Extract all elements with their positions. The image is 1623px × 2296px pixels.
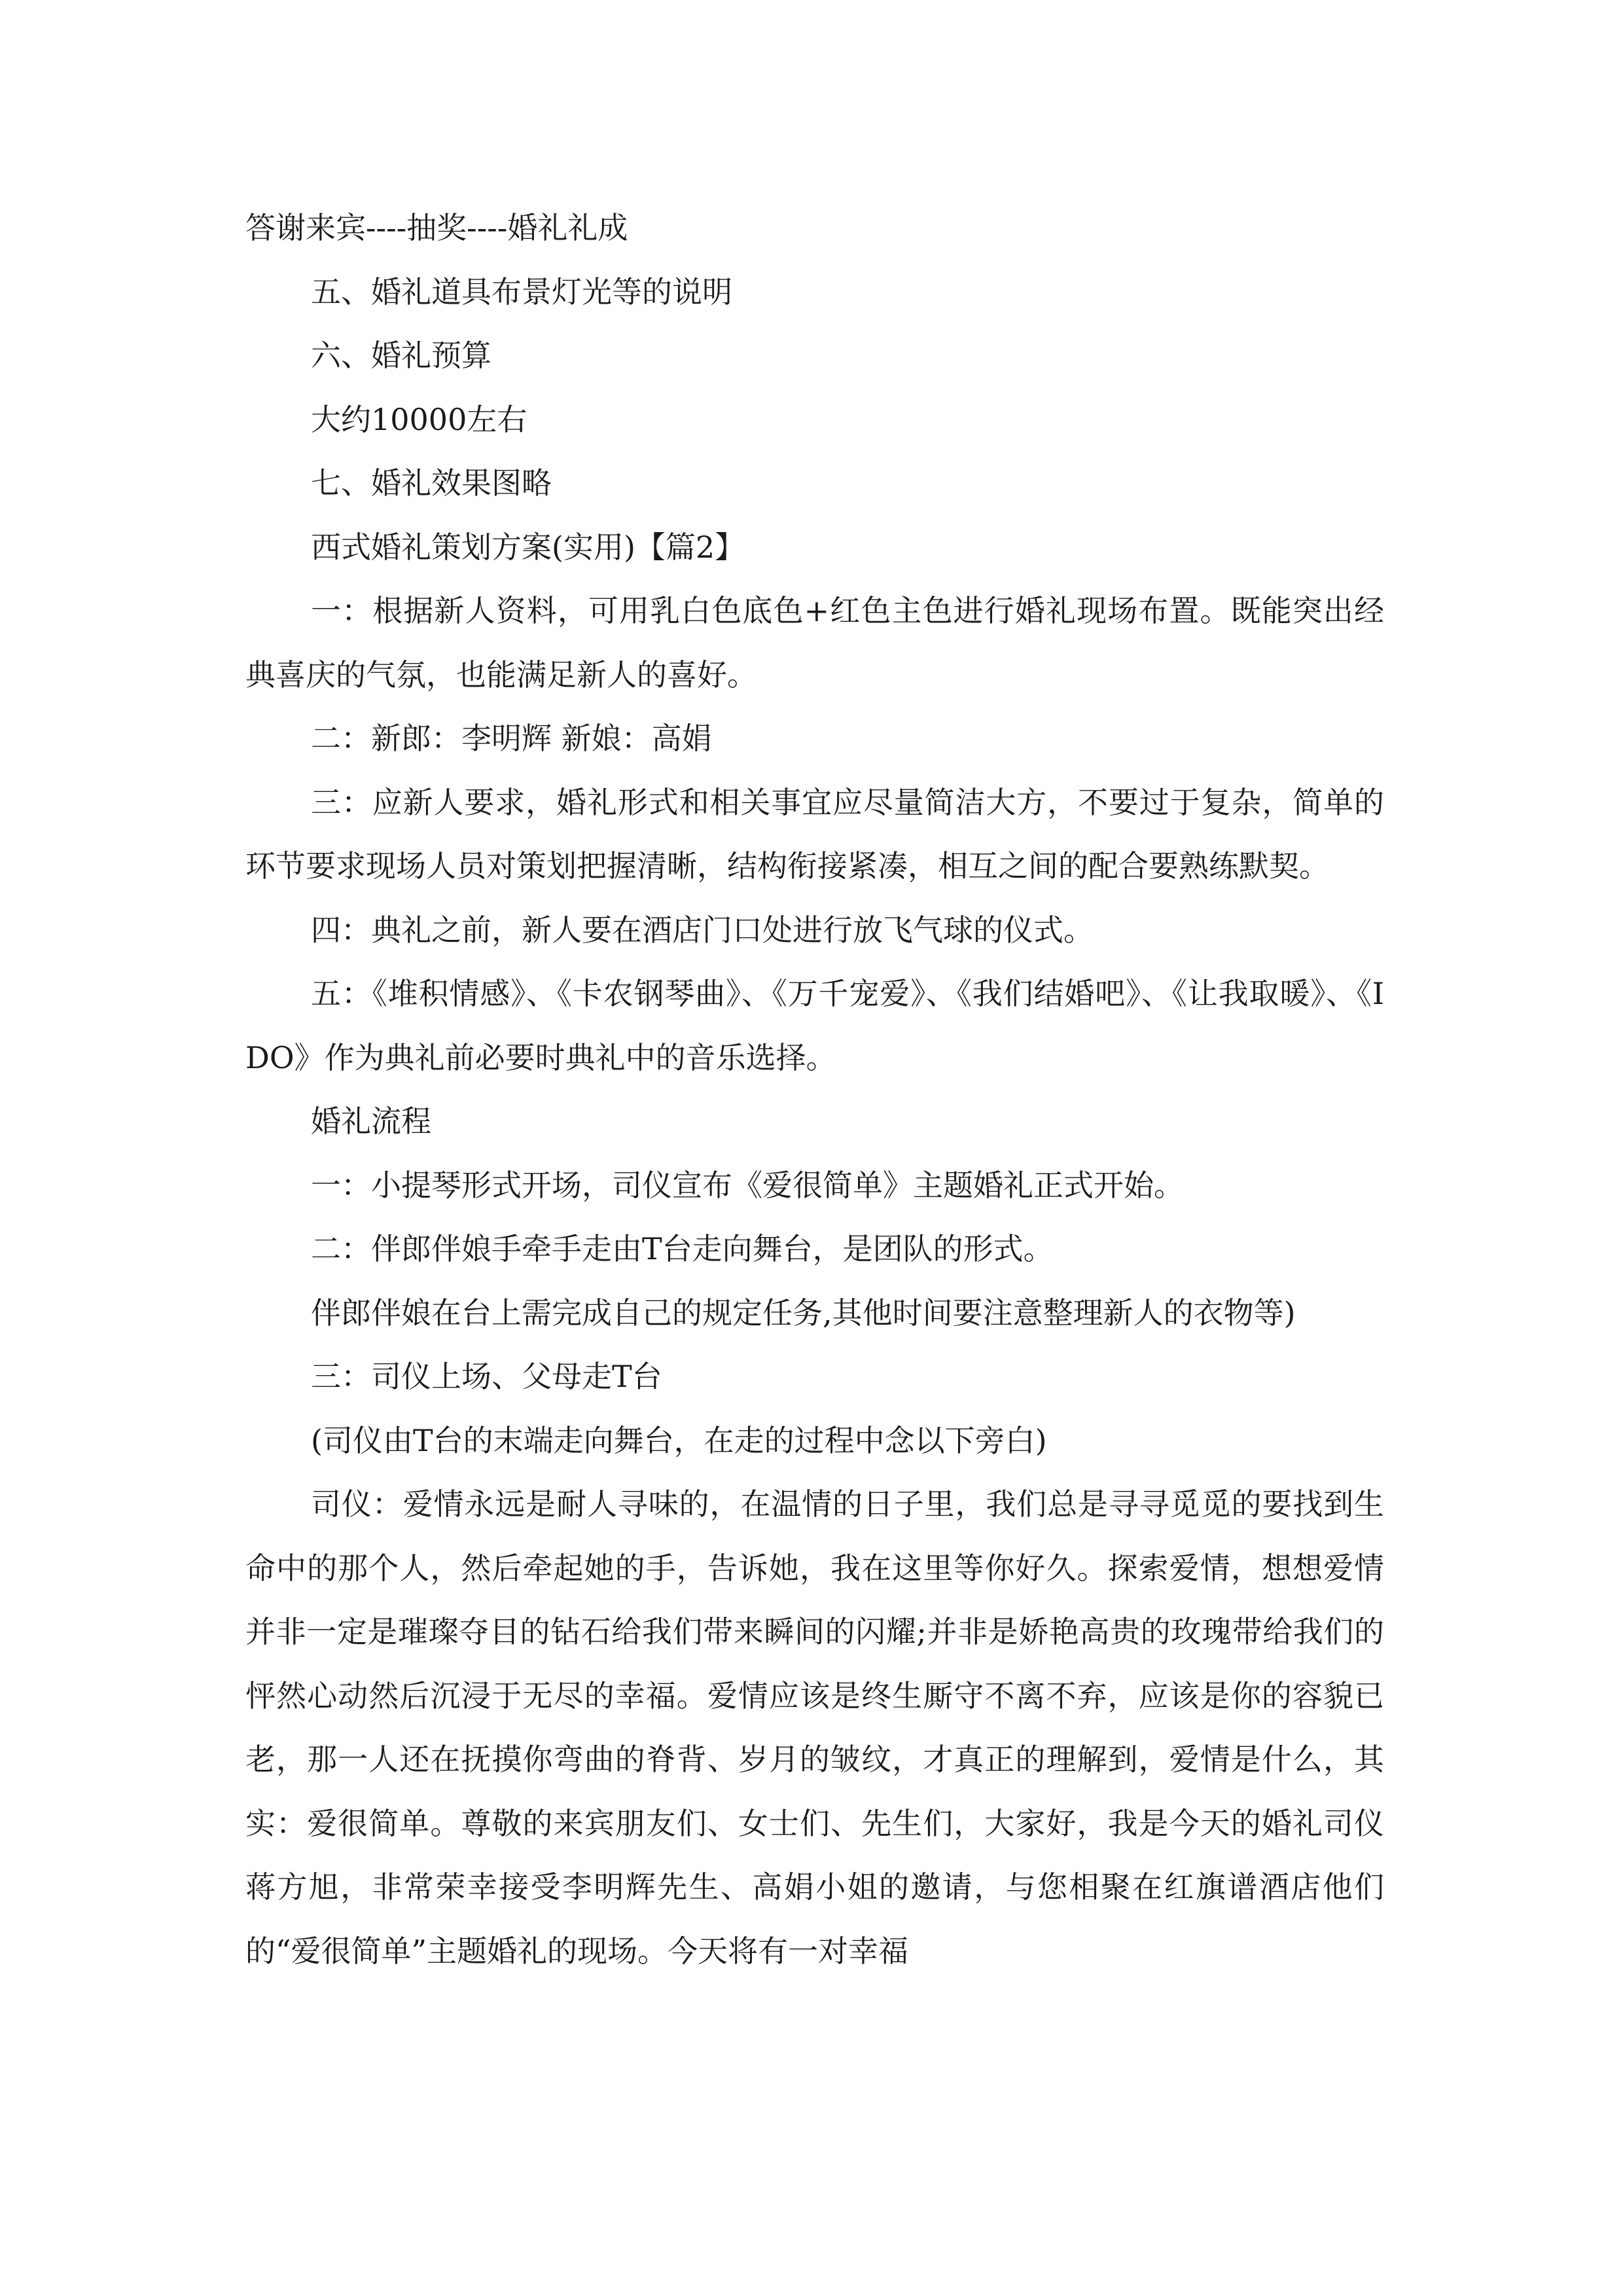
paragraph-step-one: 一：小提琴形式开场，司仪宣布《爱很简单》主题婚礼正式开始。 <box>311 1167 1184 1203</box>
paragraph-step-two: 二：伴郎伴娘手牵手走由T台走向舞台，是团队的形式。 <box>311 1231 1054 1266</box>
document-body <box>245 196 1384 1983</box>
paragraph-section-seven-effect: 七、婚礼效果图略 <box>311 465 552 501</box>
paragraph-step-three: 三：司仪上场、父母走T台 <box>311 1359 662 1394</box>
section-heading-wedding-process: 婚礼流程 <box>311 1103 431 1139</box>
paragraph-color-scheme: 一：根据新人资料，可用乳白色底色+红色主色进行婚礼现场布置。既能突出经典喜庆的气氛，也能满足新人的喜好。 <box>245 593 1384 692</box>
paragraph-couple-names: 二：新郎：李明辉 新娘：高娟 <box>311 721 712 756</box>
paragraph-step-three-note: (司仪由T台的末端走向舞台，在走的过程中念以下旁白) <box>311 1422 1047 1458</box>
paragraph-section-six-budget: 六、婚礼预算 <box>311 338 491 373</box>
paragraph-balloon-ceremony: 四：典礼之前，新人要在酒店门口处进行放飞气球的仪式。 <box>311 912 1094 948</box>
paragraph-budget-amount: 大约10000左右 <box>311 401 527 437</box>
paragraph-requirements: 三：应新人要求，婚礼形式和相关事宜应尽量简洁大方，不要过于复杂，简单的环节要求现场人员对策划把握清晰，结构衔接紧凑，相互之间的配合要熟练默契。 <box>245 784 1384 884</box>
paragraph-section-five-props: 五、婚礼道具布景灯光等的说明 <box>311 274 732 310</box>
paragraph-thanks-guests: 答谢来宾----抽奖----婚礼礼成 <box>245 210 628 245</box>
paragraph-music-selection: 五：《堆积情感》、《卡农钢琴曲》、《万千宠爱》、《我们结婚吧》、《让我取暖》、《I DO》作为典礼前必要时典礼中的音乐选择。 <box>245 976 1384 1075</box>
paragraph-host-speech: 司仪：爱情永远是耐人寻味的，在温情的日子里，我们总是寻寻觅觅的要找到生命中的那个人，然后牵起她的手，告诉她，我在这里等你好久。探索爱情，想想爱情并非一定是璀璨夺目的钻石给我们带来瞬间的闪耀;并非是娇艳高贵的玫瑰带给我们的怦然心动然后沉浸于无尽的幸福。爱情应该是终生厮守不离不弃，应该是你的容貌已老，那一人还在抚摸你弯曲的脊背、岁月的皱纹，才真正的理解到，爱情是什么，其实：爱很简单。尊敬的来宾朋友们、女士们、先生们，大家好，我是今天的婚礼司仪蒋方旭，非常荣幸接受李明辉先生、高娟小姐的邀请，与您相聚在红旗谱酒店他们的“爱很简单”主题婚礼的现场。今天将有一对幸福 <box>245 1486 1384 1969</box>
paragraph-step-two-note: 伴郎伴娘在台上需完成自己的规定任务,其他时间要注意整理新人的衣物等) <box>311 1295 1296 1331</box>
section-heading-part-2: 西式婚礼策划方案(实用)【篇2】 <box>311 529 745 565</box>
